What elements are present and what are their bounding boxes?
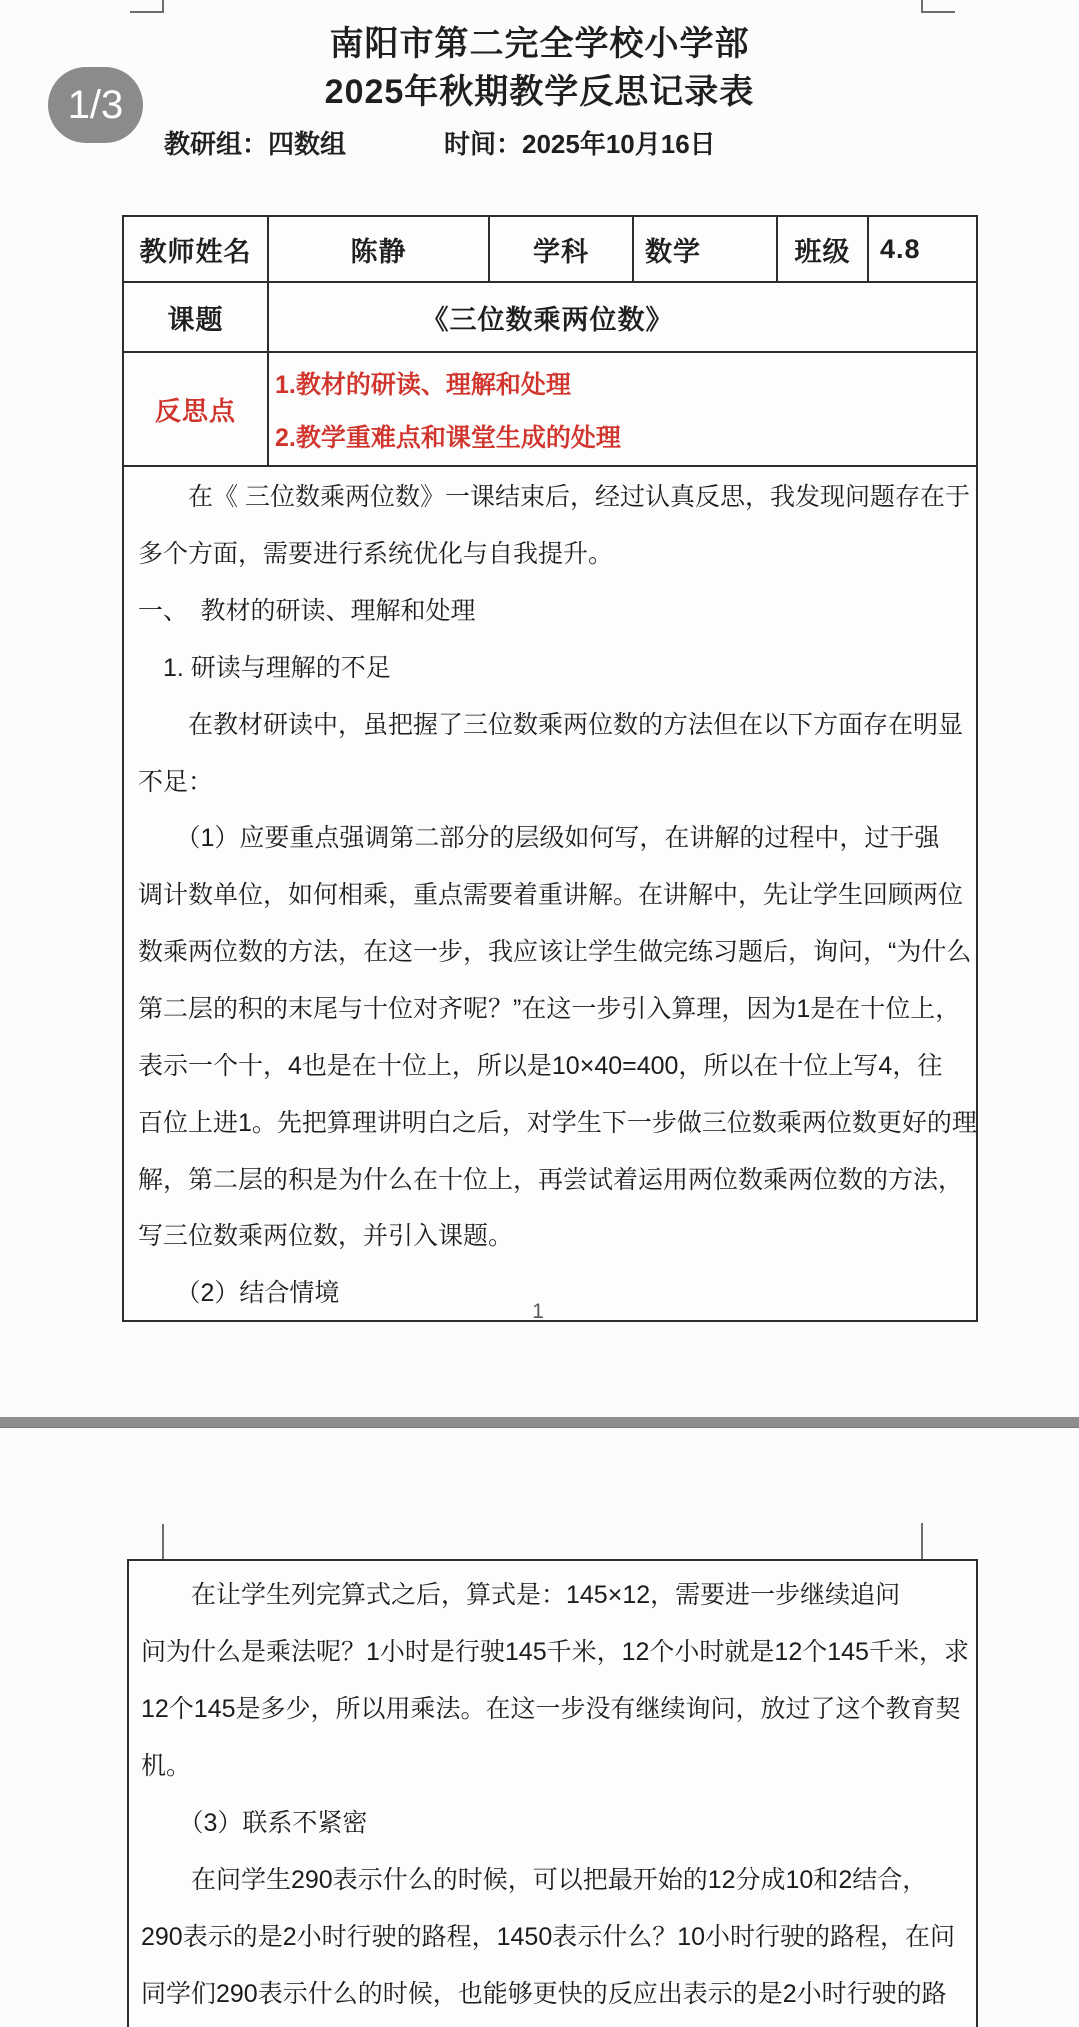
body-line: （3）联系不紧密 [141,1808,368,1837]
body-line: 百位上进1。先把算理讲明白之后，对学生下一步做三位数乘两位数更好的理 [138,1108,977,1137]
class-label: 班级 [778,217,869,283]
body-line: 问为什么是乘法呢？1小时是行驶145千米，12个小时就是12个145千米，求 [141,1637,969,1666]
teacher-name-label: 教师姓名 [124,217,269,283]
body-line: 同学们290表示什么的时候，也能够更快的反应出表示的是2小时行驶的路 [141,1979,947,2008]
body-line: 多个方面，需要进行系统优化与自我提升。 [138,540,614,569]
doc-title-line1: 南阳市第二完全学校小学部 [329,25,750,63]
reflection-points-value [269,353,976,467]
text-boundary-mark-page2-right [921,1523,923,1560]
body-line: 12个145是多少，所以用乘法。在这一步没有继续询问，放过了这个教育契 [141,1694,961,1723]
body-line: 第二层的积的末尾与十位对齐呢？”在这一步引入算理，因为1是在十位上， [138,995,961,1024]
page-indicator-badge: 1/3 [48,67,143,143]
body-line: 不足： [138,767,214,796]
subject-label: 学科 [490,217,634,283]
body-line: 一、 教材的研读、理解和处理 [138,597,476,626]
reflection-points-label: 反思点 [124,353,269,467]
body-line: 数乘两位数的方法，在这一步，我应该让学生做完练习题后，询问，“为什么 [138,938,972,967]
body-line: （1）应要重点强调第二部分的层级如何写，在讲解的过程中，过于强 [138,824,940,853]
body-line: 在问学生290表示什么的时候，可以把最开始的12分成10和2结合， [141,1865,928,1894]
reflection-form-table [122,215,978,1322]
text-boundary-mark-top-right [921,0,955,13]
body-line: 290表示的是2小时行驶的路程，1450表示什么？10小时行驶的路程，在问 [141,1922,956,1951]
body-line: 1. 研读与理解的不足 [138,653,391,682]
body-line: 在让学生列完算式之后，算式是：145×12，需要进一步继续追问 [141,1580,901,1609]
body-line: 调计数单位，如何相乘，重点需要着重讲解。在讲解中，先让学生回顾两位 [138,881,964,910]
page-number: 1 [532,1300,544,1323]
reflection-point-1: 1.教材的研读、理解和处理 [275,370,571,399]
teaching-group-field: 教研组：四数组 [164,129,347,159]
reflection-body-page2 [127,1559,978,2027]
body-line: 写三位数乘两位数，并引入课题。 [138,1222,514,1251]
class-value: 4.8 [869,217,976,283]
body-line: 在《 三位数乘两位数》一课结束后，经过认真反思，我发现问题存在于 [138,483,970,512]
reflection-body-page1 [124,467,976,1320]
subject-value: 数学 [634,217,778,283]
topic-value: 《三位数乘两位数》 [269,283,976,353]
reflection-point-2: 2.教学重难点和课堂生成的处理 [275,423,621,452]
body-line: 表示一个十，4也是在十位上，所以是10×40=400，所以在十位上写4，往 [138,1051,943,1080]
teacher-name-value: 陈静 [269,217,490,283]
body-line: 在教材研读中，虽把握了三位数乘两位数的方法但在以下方面存在明显 [138,710,964,739]
date-field: 时间：2025年10月16日 [444,129,716,159]
doc-title-line2: 2025年秋期教学反思记录表 [324,73,755,111]
topic-label: 课题 [124,283,269,353]
body-line: 解，第二层的积是为什么在十位上，再尝试着运用两位数乘两位数的方法， [138,1165,964,1194]
body-line: （2）结合情境 [138,1279,340,1308]
page-break-divider [0,1417,1079,1428]
text-boundary-mark-page2-left [162,1524,164,1560]
body-line: 机。 [141,1751,192,1780]
text-boundary-mark-top-left [130,0,164,13]
